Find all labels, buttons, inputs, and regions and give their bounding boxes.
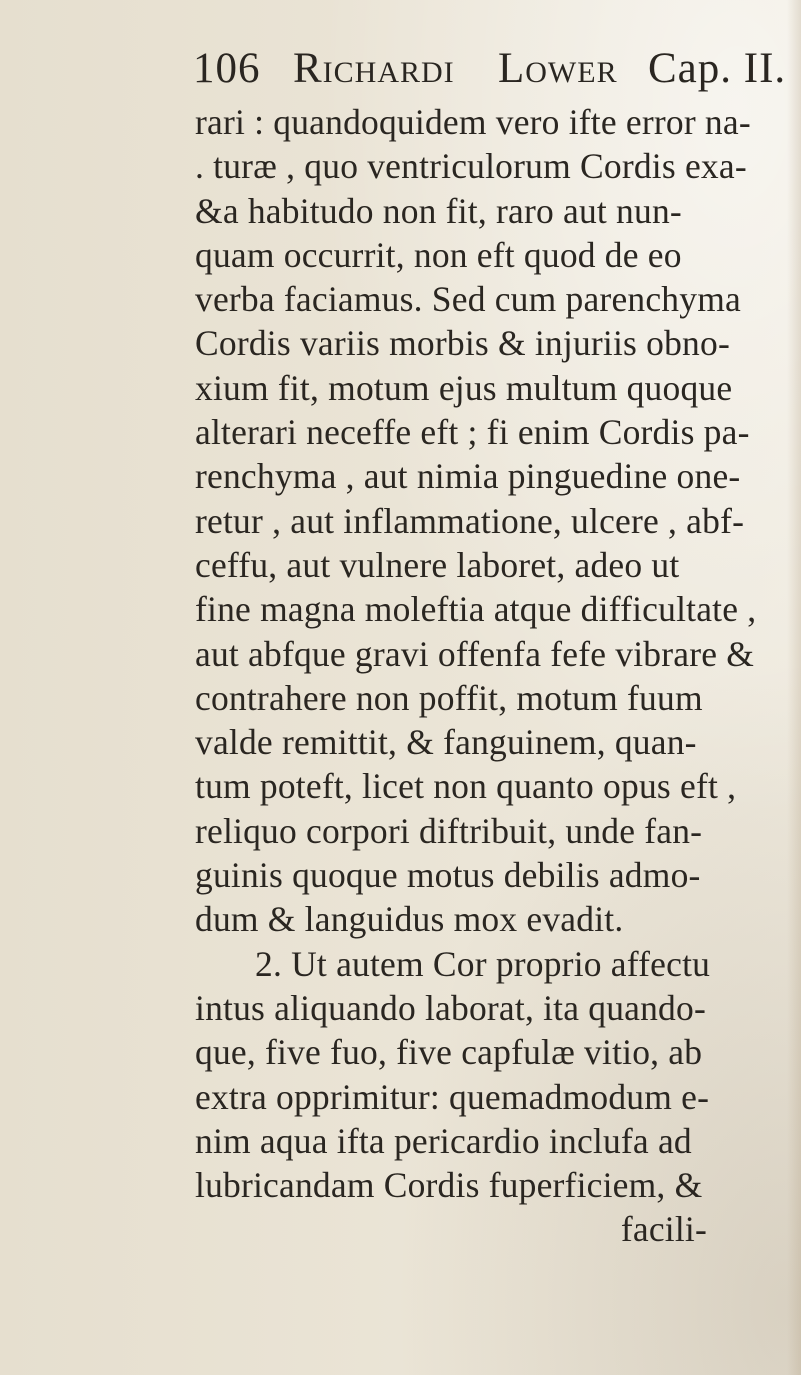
text-line: que, five fuo, five capfulæ vitio, ab <box>195 1032 703 1073</box>
running-head <box>193 44 787 100</box>
text-line: xium fit, motum ejus multum quoque <box>195 367 733 408</box>
text-line: guinis quoque motus debilis admo- <box>195 855 701 896</box>
text-line: aut abfque gravi offenfa fefe vibrare & <box>195 633 755 674</box>
text-line: lubricandam Cordis fuperficiem, & <box>195 1165 703 1206</box>
body-text <box>195 100 785 1252</box>
text-line: nim aqua ifta pericardio inclufa ad <box>195 1120 692 1161</box>
text-line: fine magna moleftia atque difficultate , <box>195 589 757 630</box>
text-line: quam occurrit, non eft quod de eo <box>195 234 682 275</box>
text-line: tum poteft, licet non quanto opus eft , <box>195 766 737 807</box>
text-line: alterari neceffe eft ; fi enim Cordis pa- <box>195 412 750 453</box>
text-line: Cordis variis morbis & injuriis obno- <box>195 323 730 364</box>
paragraph-start-line: 2. Ut autem Cor proprio affectu <box>255 943 711 984</box>
text-line: dum & languidus mox evadit. <box>195 899 624 940</box>
text-line: intus aliquando laborat, ita quando- <box>195 987 706 1028</box>
chapter-label: Cap. II. <box>648 45 787 92</box>
text-line: valde remittit, & fanguinem, quan- <box>195 722 697 763</box>
text-line: . turæ , quo ventriculorum Cordis exa- <box>195 146 747 187</box>
text-line: contrahere non poffit, motum fuum <box>195 677 703 718</box>
catchword: facili- <box>620 1209 707 1250</box>
text-line: renchyma , aut nimia pinguedine one- <box>195 456 741 497</box>
page-number: 106 <box>193 45 261 92</box>
page-edge <box>787 0 801 1375</box>
text-line: retur , aut inflammatione, ulcere , abf- <box>195 500 745 541</box>
text-line: extra opprimitur: quemadmodum e- <box>195 1076 710 1117</box>
text-line: rari : quandoquidem vero ifte error na- <box>195 102 751 142</box>
author-first-name: Richardi <box>293 45 455 92</box>
text-line: ceffu, aut vulnere laboret, adeo ut <box>195 544 680 585</box>
text-line: reliquo corpori diftribuit, unde fan- <box>195 810 703 851</box>
text-line: &a habitudo non fit, raro aut nun- <box>195 190 682 231</box>
text-line: verba faciamus. Sed cum parenchyma <box>195 279 741 320</box>
author-surname: Lower <box>498 45 618 92</box>
